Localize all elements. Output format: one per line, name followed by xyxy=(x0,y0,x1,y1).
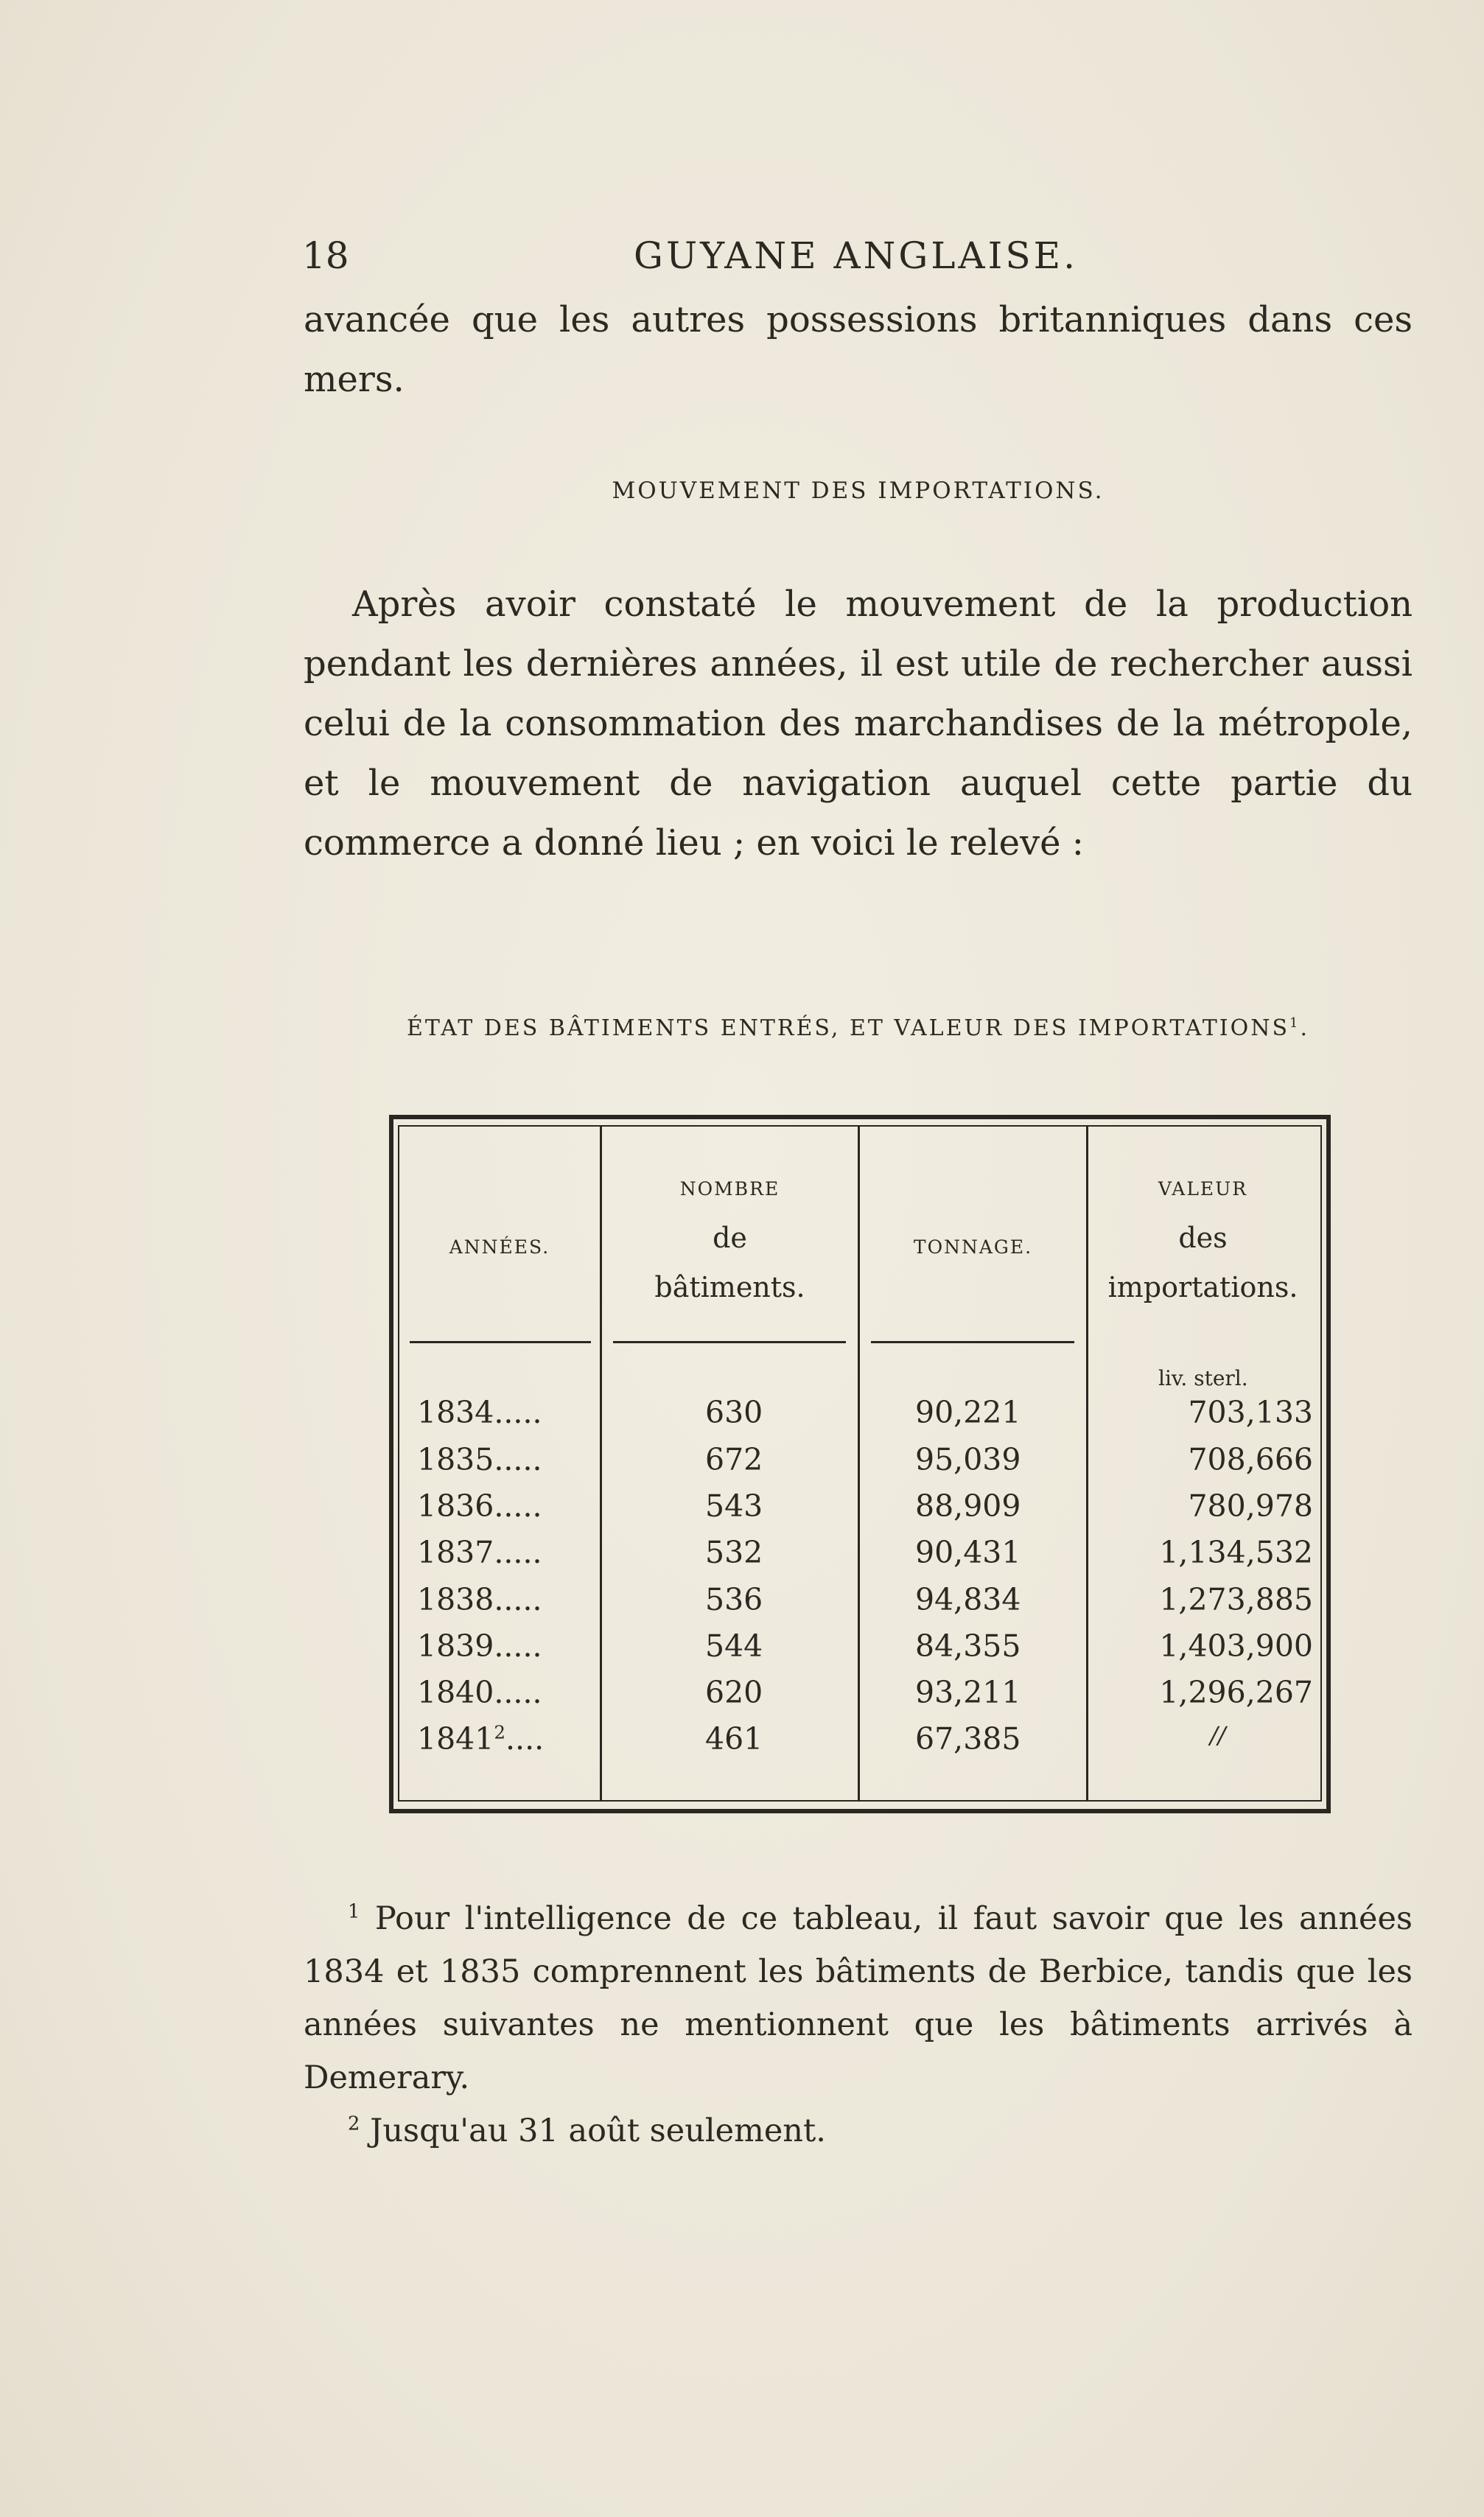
table-inner-border xyxy=(398,1125,1322,1802)
value-cell: 1,296,267 xyxy=(1159,1675,1313,1710)
tonnage-cell: 88,909 xyxy=(915,1488,1021,1524)
imports-table xyxy=(389,1115,1331,1813)
header-valeur: VALEUR xyxy=(1158,1178,1248,1200)
value-cell: 780,978 xyxy=(1188,1488,1313,1524)
footnote-text: Jusqu'au 31 août seulement. xyxy=(370,2112,826,2149)
unit-label: liv. sterl. xyxy=(1158,1366,1248,1390)
tonnage-cell: 90,431 xyxy=(915,1535,1021,1570)
tonnage-cell: 94,834 xyxy=(915,1582,1021,1617)
year-text: 1841 xyxy=(417,1721,494,1757)
header-valeur-importations: importations. xyxy=(1107,1271,1298,1303)
continuation-text: avancée que les autres possessions britanniques dans ces mers. xyxy=(304,299,1413,400)
year-dots: .... xyxy=(505,1721,545,1757)
page-header xyxy=(302,234,1415,286)
footnote-1 xyxy=(304,1892,1413,2104)
year-cell: 1834..... xyxy=(417,1395,542,1430)
value-cell: 1,134,532 xyxy=(1159,1535,1313,1570)
ships-cell: 620 xyxy=(705,1675,763,1710)
year-cell: 1840..... xyxy=(417,1675,542,1710)
ships-cell: 630 xyxy=(705,1395,763,1430)
header-nombre: NOMBRE xyxy=(679,1178,780,1200)
header-nombre-de: de xyxy=(713,1222,747,1254)
header-nombre-batiments: bâtiments. xyxy=(654,1271,805,1303)
year-cell: 1838..... xyxy=(417,1582,542,1617)
tonnage-cell: 93,211 xyxy=(915,1675,1021,1710)
table-title-text: ÉTAT DES BÂTIMENTS ENTRÉS, ET VALEUR DES IMPORTATIONS xyxy=(406,1015,1290,1041)
value-cell: 703,133 xyxy=(1188,1395,1313,1430)
tonnage-cell: 84,355 xyxy=(915,1628,1021,1664)
tonnage-cell: 90,221 xyxy=(915,1395,1021,1430)
header-tonnage: TONNAGE. xyxy=(913,1236,1033,1258)
footnote-mark: 2 xyxy=(348,2112,360,2135)
footnote-ref-2: 2 xyxy=(494,1721,505,1743)
header-annees: ANNÉES. xyxy=(449,1236,550,1258)
year-cell: 1836..... xyxy=(417,1488,542,1524)
header-rule xyxy=(871,1341,1074,1343)
year-cell: 1837..... xyxy=(417,1535,542,1570)
table-title: ÉTAT DES BÂTIMENTS ENTRÉS, ET VALEUR DES IMPORTATIONS$^1$. xyxy=(406,1015,1310,1041)
tonnage-cell: 95,039 xyxy=(915,1442,1021,1477)
tonnage-cell: 67,385 xyxy=(915,1721,1021,1757)
year-cell: 1839..... xyxy=(417,1628,542,1664)
ships-cell: 532 xyxy=(705,1535,763,1570)
header-rule xyxy=(410,1341,591,1343)
body-paragraph: Après avoir constaté le mouvement de la production pendant les dernières années, il est utile de rechercher aussi celui de la consommation des marchandises de la métropole, et le mouvement de navigation auquel cette partie du commerce a donné lieu ; en voici le relevé : xyxy=(304,584,1413,864)
year-cell: 1835..... xyxy=(417,1442,542,1477)
value-cell: 1,273,885 xyxy=(1159,1582,1313,1617)
value-cell: 1,403,900 xyxy=(1159,1628,1313,1664)
column-divider xyxy=(858,1127,860,1800)
year-cell xyxy=(417,1721,544,1757)
running-title: GUYANE ANGLAISE. xyxy=(634,234,1078,277)
footnote-mark: 1 xyxy=(348,1900,360,1923)
ships-cell: 461 xyxy=(705,1721,763,1757)
header-rule xyxy=(613,1341,846,1343)
ships-cell: 543 xyxy=(705,1488,763,1524)
header-valeur-des: des xyxy=(1178,1222,1228,1254)
ships-cell: 544 xyxy=(705,1628,763,1664)
footnote-text: Pour l'intelligence de ce tableau, il faut savoir que les années 1834 et 1835 comprennent les bâtiments de Berbice, tandis que les années suivantes ne mentionnent que les bâtiments arrivés à Demerary. xyxy=(304,1900,1413,2096)
footnote-2 xyxy=(304,2104,1413,2157)
value-cell: // xyxy=(1210,1721,1226,1749)
section-heading: MOUVEMENT DES IMPORTATIONS. xyxy=(612,477,1105,504)
ships-cell: 536 xyxy=(705,1582,763,1617)
ships-cell: 672 xyxy=(705,1442,763,1477)
footnotes xyxy=(304,1892,1413,2157)
footnote-ref-1: 1 xyxy=(1289,1015,1301,1031)
value-cell: 708,666 xyxy=(1188,1442,1313,1477)
page-number: 18 xyxy=(302,234,349,277)
